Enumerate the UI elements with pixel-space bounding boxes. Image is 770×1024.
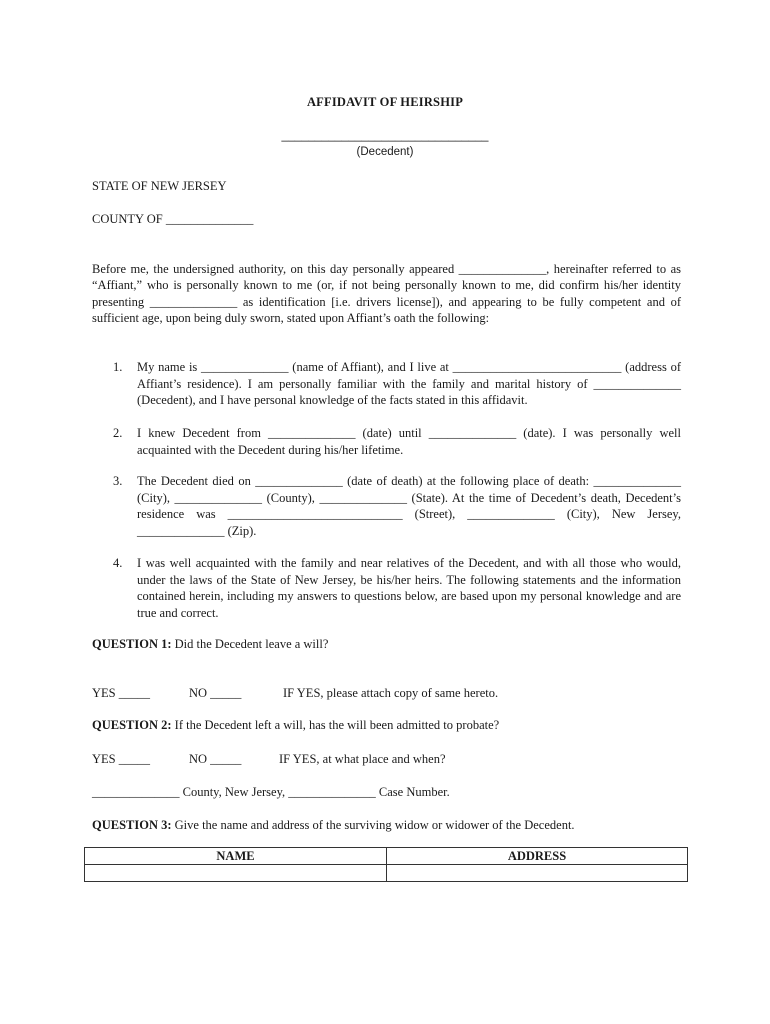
county-line: COUNTY OF ______________ [92,212,254,226]
question-text: If the Decedent left a will, has the will been admitted to probate? [171,718,500,732]
table-row [85,865,688,882]
state-line: STATE OF NEW JERSEY [92,179,227,193]
decedent-label: (Decedent) [356,146,414,158]
intro-paragraph: Before me, the undersigned authority, on this day personally appeared ______________, hereinafter referred to as “Affiant,” who is personally known to me (or, if not being personally known to me, did confirm his/her identity presenting ______________ as identification [i.e. drivers license]), and appearing to be fully competent and of sufficient age, upon being duly sworn, stated upon Affiant’s oath the following: [92,262,681,325]
q1-yes-field[interactable]: YES _____ [92,686,150,700]
document-title: AFFIDAVIT OF HEIRSHIP [306,95,464,109]
question-1 [92,637,328,652]
item-number: 4. [113,556,123,570]
address-column-header: ADDRESS [387,848,688,865]
decedent-blank: _______________________________ [281,128,489,142]
item-number: 1. [113,360,123,374]
question-2 [92,718,499,733]
question-3 [92,818,575,833]
list-item [92,359,681,409]
table-header-row [85,848,688,865]
list-item [92,473,681,539]
address-cell[interactable] [387,865,688,882]
q2-no-field[interactable]: NO _____ [189,752,242,766]
item-text: I was well acquainted with the family and near relatives of the Decedent, and with all those who would, under the laws of the State of New Jersey, be his/her heirs. The following statements and the information contained herein, including my answers to questions below, are based upon my personal knowledge and are true and correct. [137,556,681,620]
list-item [92,425,681,458]
item-text: I knew Decedent from ______________ (date) until ______________ (date). I was personally well acquainted with the Decedent during his/her lifetime. [137,426,681,457]
spouse-table [84,847,688,882]
q2-note: IF YES, at what place and when? [279,752,446,766]
q1-no-field[interactable]: NO _____ [189,686,242,700]
question-label: QUESTION 2: [92,718,172,732]
probate-line[interactable]: ______________ County, New Jersey, ______________ Case Number. [92,785,450,799]
question-text: Give the name and address of the surviving widow or widower of the Decedent. [171,818,575,832]
item-text: The Decedent died on ______________ (date of death) at the following place of death: ______________ (City), ______________ (County), ______________ (State). At the time of Decedent’s death, Decedent’s residence was ____________________________ (Street), ______________ (City), New Jersey, ______________ (Zip). [137,474,681,538]
item-number: 3. [113,474,123,488]
q1-note: IF YES, please attach copy of same hereto. [283,686,499,700]
list-item [92,555,681,621]
name-cell[interactable] [85,865,387,882]
question-label: QUESTION 1: [92,637,172,651]
question-text: Did the Decedent leave a will? [171,637,329,651]
q2-yes-field[interactable]: YES _____ [92,752,150,766]
question-label: QUESTION 3: [92,818,172,832]
item-number: 2. [113,426,123,440]
name-column-header: NAME [85,848,387,865]
item-text: My name is ______________ (name of Affiant), and I live at ___________________________ (address of Affiant’s residence). I am personally familiar with the family and marital history of ______________ (Decedent), and I have personal knowledge of the facts stated in this affidavit. [137,360,681,407]
